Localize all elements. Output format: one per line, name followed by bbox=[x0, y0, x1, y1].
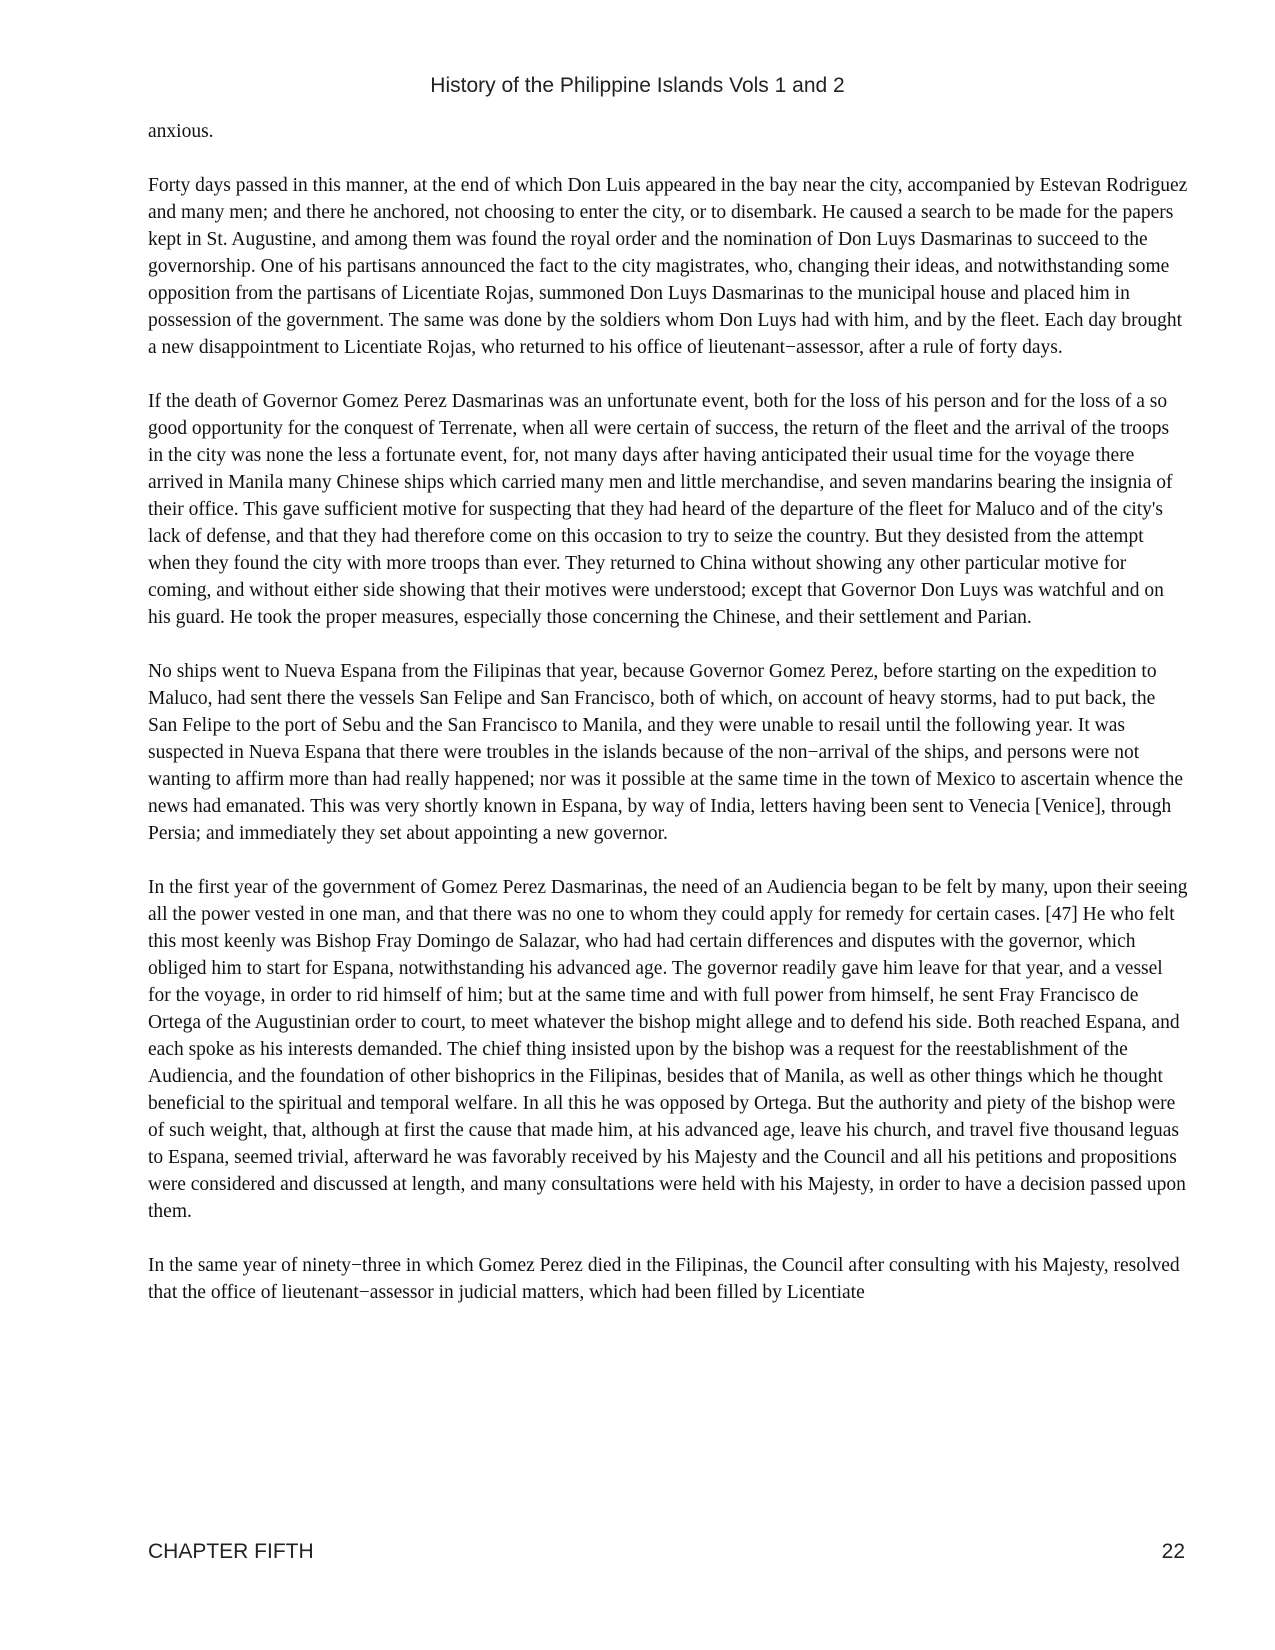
paragraph-3: If the death of Governor Gomez Perez Dasmarinas was an unfortunate event, both for the loss of his person and for the loss of a so good opportunity for the conquest of Terrenate, when all were certain of success, the return of the fleet and the arrival of the troops in the city was none the less a fortunate event, for, not many days after having anticipated their usual time for the voyage there arrived in Manila many Chinese ships which carried many men and little merchandise, and seven mandarins bearing the insignia of their office. This gave sufficient motive for suspecting that they had heard of the departure of the fleet for Maluco and of the city's lack of defense, and that they had therefore come on this occasion to try to seize the country. But they desisted from the attempt when they found the city with more troops than ever. They returned to China without showing any other particular motive for coming, and without either side showing that their motives were understood; except that Governor Don Luys was watchful and on his guard. He took the proper measures, especially those concerning the Chinese, and their settlement and Parian. bbox=[148, 391, 1173, 628]
page-body bbox=[148, 118, 1188, 1333]
page-header-title: History of the Philippine Islands Vols 1 and 2 bbox=[430, 74, 845, 97]
footer-page-number: 22 bbox=[1161, 1540, 1185, 1563]
paragraph-6: In the same year of ninety−three in which Gomez Perez died in the Filipinas, the Council after consulting with his Majesty, resolved that the office of lieutenant−assessor in judicial matters, which had been filled by Licentiate bbox=[148, 1255, 1180, 1303]
footer-chapter: CHAPTER FIFTH bbox=[148, 1540, 314, 1563]
paragraph-4: No ships went to Nueva Espana from the Filipinas that year, because Governor Gomez Perez, before starting on the expedition to Maluco, had sent there the vessels San Felipe and San Francisco, both of which, on account of heavy storms, had to put back, the San Felipe to the port of Sebu and the San Francisco to Manila, and they were unable to resail until the following year. It was suspected in Nueva Espana that there were troubles in the islands because of the non−arrival of the ships, and persons were not wanting to affirm more than had really happened; nor was it possible at the same time in the town of Mexico to ascertain whence the news had emanated. This was very shortly known in Espana, by way of India, letters having been sent to Venecia [Venice], through Persia; and immediately they set about appointing a new governor. bbox=[148, 661, 1183, 844]
paragraph-1: anxious. bbox=[148, 121, 214, 142]
paragraph-2: Forty days passed in this manner, at the end of which Don Luis appeared in the bay near the city, accompanied by Estevan Rodriguez and many men; and there he anchored, not choosing to enter the city, or to disembark. He caused a search to be made for the papers kept in St. Augustine, and among them was found the royal order and the nomination of Don Luys Dasmarinas to succeed to the governorship. One of his partisans announced the fact to the city magistrates, who, changing their ideas, and notwithstanding some opposition from the partisans of Licentiate Rojas, summoned Don Luys Dasmarinas to the municipal house and placed him in possession of the government. The same was done by the soldiers whom Don Luys had with him, and by the fleet. Each day brought a new disappointment to Licentiate Rojas, who returned to his office of lieutenant−assessor, after a rule of forty days. bbox=[148, 175, 1188, 358]
paragraph-5: In the first year of the government of Gomez Perez Dasmarinas, the need of an Audiencia began to be felt by many, upon their seeing all the power vested in one man, and that there was no one to whom they could apply for remedy for certain cases. [47] He who felt this most keenly was Bishop Fray Domingo de Salazar, who had had certain differences and disputes with the governor, which obliged him to start for Espana, notwithstanding his advanced age. The governor readily gave him leave for that year, and a vessel for the voyage, in order to rid himself of him; but at the same time and with full power from himself, he sent Fray Francisco de Ortega of the Augustinian order to court, to meet whatever the bishop might allege and to defend his side. Both reached Espana, and each spoke as his interests demanded. The chief thing insisted upon by the bishop was a request for the reestablishment of the Audiencia, and the foundation of other bishoprics in the Filipinas, besides that of Manila, as well as other things which he thought beneficial to the spiritual and temporal welfare. In all this he was opposed by Ortega. But the authority and piety of the bishop were of such weight, that, although at first the cause that made him, at his advanced age, leave his church, and travel five thousand leguas to Espana, seemed trivial, afterward he was favorably received by his Majesty and the Council and all his petitions and propositions were considered and discussed at length, and many consultations were held with his Majesty, in order to have a decision passed upon them. bbox=[148, 877, 1188, 1222]
